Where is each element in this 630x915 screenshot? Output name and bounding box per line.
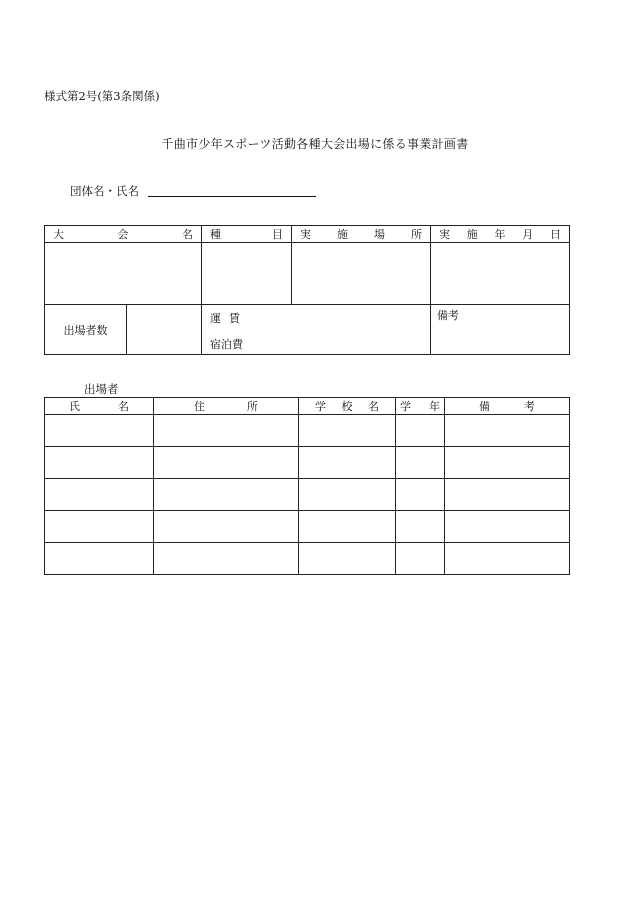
header-grade: 学 年: [396, 398, 445, 415]
school-cell[interactable]: [299, 543, 396, 575]
header-school: 学 校 名: [299, 398, 396, 415]
document-title: 千曲市少年スポーツ活動各種大会出場に係る事業計画書: [161, 137, 469, 151]
participant-row: [45, 511, 570, 543]
participants-count-label: 出場者数: [45, 305, 127, 355]
fare-label: 運 賃: [210, 311, 240, 325]
header-address: 住 所: [154, 398, 299, 415]
header-remarks: 備 考: [445, 398, 570, 415]
address-cell[interactable]: [154, 415, 299, 447]
address-cell[interactable]: [154, 447, 299, 479]
remarks-cell[interactable]: [445, 479, 570, 511]
header-name: 氏 名: [45, 398, 154, 415]
lodging-label: 宿泊費: [210, 337, 243, 351]
plan-table: [44, 225, 570, 355]
remarks-cell[interactable]: [431, 305, 570, 355]
event-cell[interactable]: [202, 243, 292, 305]
name-cell[interactable]: [45, 479, 154, 511]
form-code: 様式第2号(第3条関係): [44, 89, 160, 103]
header-tournament-name: 大 会 名: [45, 226, 202, 243]
org-name-label: 団体名・氏名: [70, 184, 139, 198]
school-cell[interactable]: [299, 415, 396, 447]
address-cell[interactable]: [154, 511, 299, 543]
venue-cell[interactable]: [292, 243, 431, 305]
participants-count-cell[interactable]: [127, 305, 202, 355]
address-cell[interactable]: [154, 543, 299, 575]
participant-row: [45, 543, 570, 575]
name-cell[interactable]: [45, 415, 154, 447]
header-event: 種 目: [202, 226, 292, 243]
cost-cell[interactable]: [202, 305, 431, 355]
name-cell[interactable]: [45, 447, 154, 479]
participants-table: [44, 397, 570, 575]
name-cell[interactable]: [45, 511, 154, 543]
grade-cell[interactable]: [396, 543, 445, 575]
remarks-cell[interactable]: [445, 447, 570, 479]
participant-row: [45, 447, 570, 479]
grade-cell[interactable]: [396, 415, 445, 447]
name-cell[interactable]: [45, 543, 154, 575]
participant-row: [45, 479, 570, 511]
school-cell[interactable]: [299, 447, 396, 479]
header-date: 実 施 年 月 日: [431, 226, 570, 243]
header-venue: 実 施 場 所: [292, 226, 431, 243]
grade-cell[interactable]: [396, 447, 445, 479]
participant-row: [45, 415, 570, 447]
remarks-cell[interactable]: [445, 415, 570, 447]
school-cell[interactable]: [299, 511, 396, 543]
org-name-field[interactable]: [148, 196, 316, 197]
remarks-cell[interactable]: [445, 543, 570, 575]
grade-cell[interactable]: [396, 511, 445, 543]
remarks-cell[interactable]: [445, 511, 570, 543]
tournament-name-cell[interactable]: [45, 243, 202, 305]
remarks-label: 備考: [437, 309, 459, 322]
participants-label: 出場者: [84, 382, 119, 396]
date-cell[interactable]: [431, 243, 570, 305]
school-cell[interactable]: [299, 479, 396, 511]
address-cell[interactable]: [154, 479, 299, 511]
grade-cell[interactable]: [396, 479, 445, 511]
